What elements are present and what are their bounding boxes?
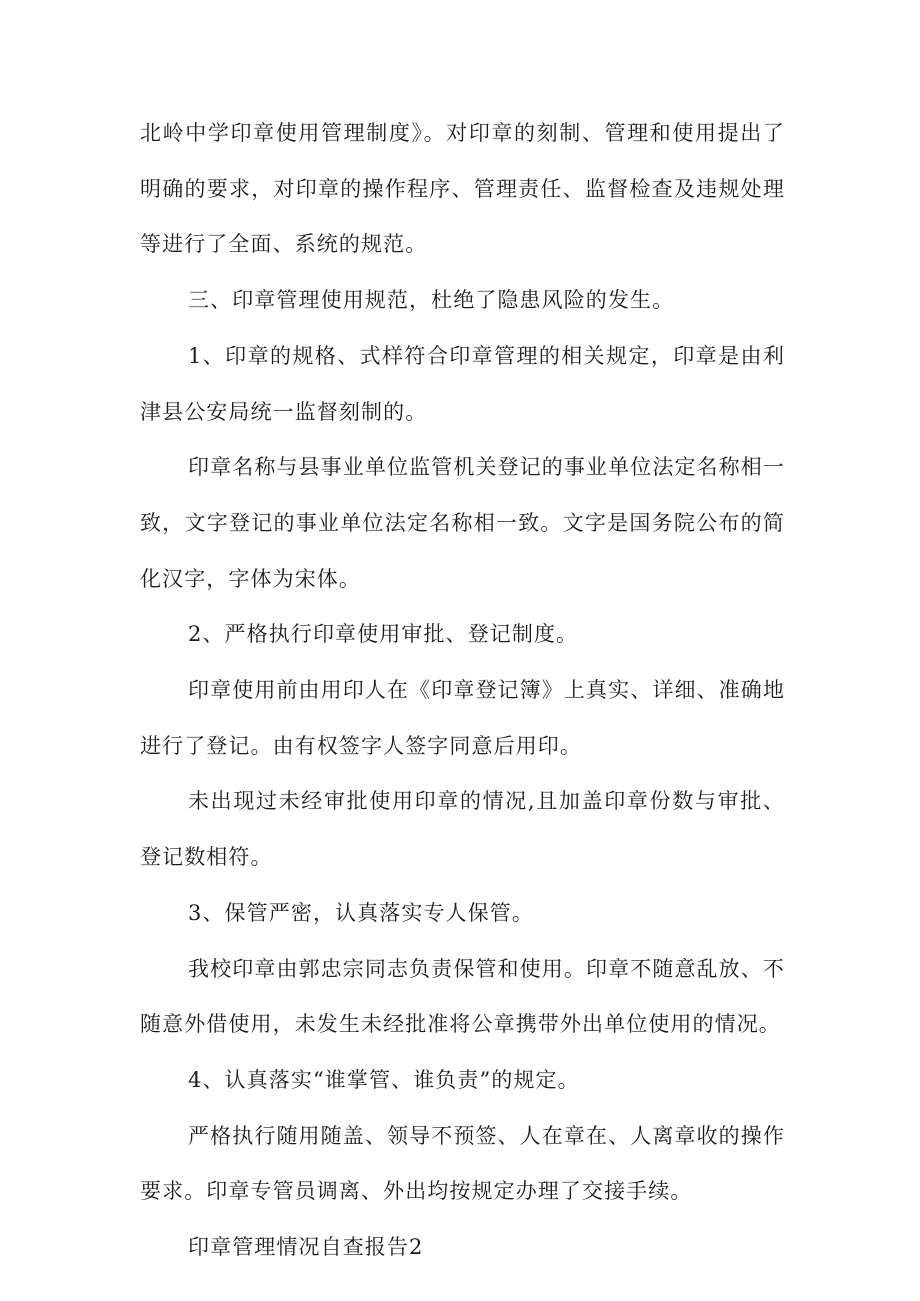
paragraph-intro: 北岭中学印章使用管理制度》。对印章的刻制、管理和使用提出了明确的要求，对印章的操作程序、管理责任、监督检查及违规处理等进行了全面、系统的规范。 — [140, 121, 785, 257]
item-4-heading: 4、认真落实“谁掌管、谁负责”的规定。 — [188, 1067, 580, 1092]
item-1-detail: 印章名称与县事业单位监管机关登记的事业单位法定名称相一致，文字登记的事业单位法定名称相一致。文字是国务院公布的简化汉字，字体为宋体。 — [140, 455, 785, 591]
item-2-heading: 2、严格执行印章使用审批、登记制度。 — [188, 622, 579, 647]
report-2-title: 印章管理情况自查报告2 — [188, 1235, 424, 1260]
section-heading-3: 三、印章管理使用规范，杜绝了隐患风险的发生。 — [188, 288, 675, 313]
item-3-heading: 3、保管严密，认真落实专人保管。 — [188, 900, 534, 925]
item-1-heading: 1、印章的规格、式样符合印章管理的相关规定，印章是由利津县公安局统一监督刻制的。 — [140, 343, 785, 424]
item-2-detail: 印章使用前由用印人在《印章登记簿》上真实、详细、准确地进行了登记。由有权签字人签字同意后用印。 — [140, 678, 785, 758]
document-body — [140, 106, 785, 1276]
item-2-detail-extra: 未出现过未经审批使用印章的情况,且加盖印章份数与审批、登记数相符。 — [140, 789, 785, 870]
item-3-detail: 我校印章由郭忠宗同志负责保管和使用。印章不随意乱放、不随意外借使用，未发生未经批准将公章携带外出单位使用的情况。 — [140, 956, 785, 1037]
item-4-detail: 严格执行随用随盖、领导不预签、人在章在、人离章收的操作要求。印章专管员调离、外出均按规定办理了交接手续。 — [140, 1123, 785, 1204]
